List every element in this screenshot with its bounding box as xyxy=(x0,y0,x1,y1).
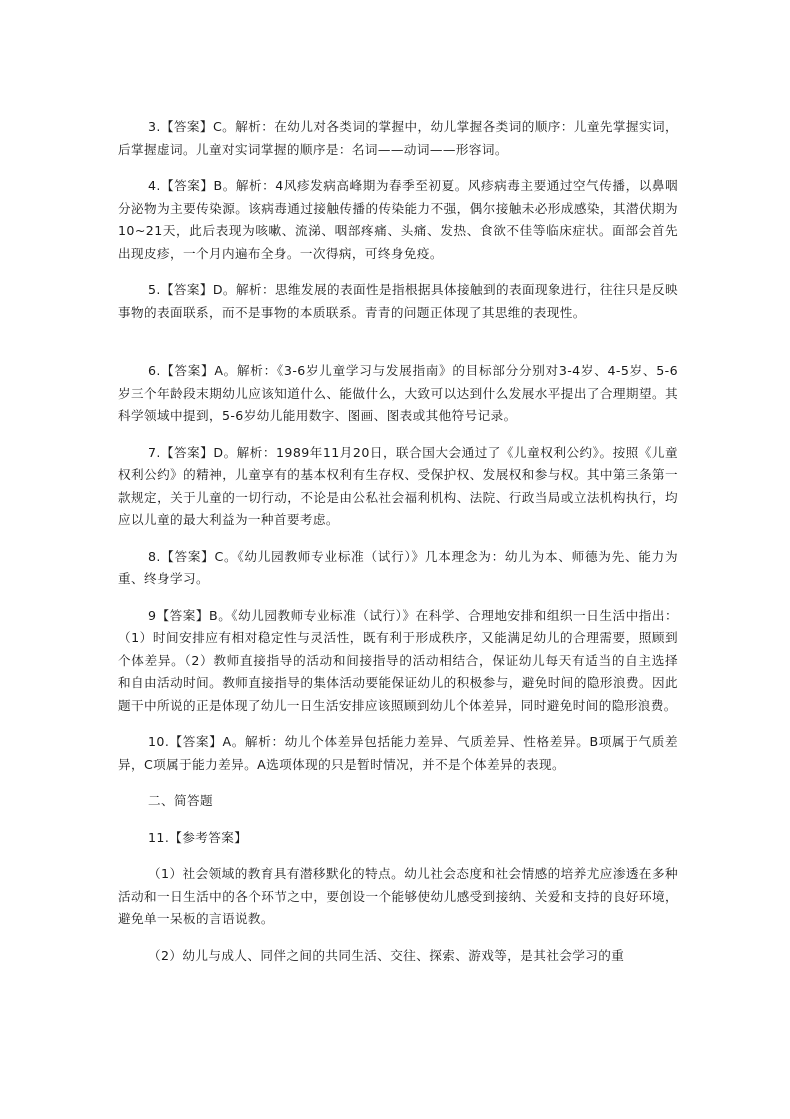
answer-paragraph-6: 6.【答案】A。解析：《3-6岁儿童学习与发展指南》的目标部分分别对3-4岁、4-5岁、5-6岁三个年龄段末期幼儿应该知道什么、能做什么，大致可以达到什么发展水平提出了合理期望。其科学领域中提到，5-6岁幼儿能用数字、图画、图表或其他符号记录。 xyxy=(118,363,678,423)
section-heading: 二、简答题 xyxy=(148,793,213,808)
document-body xyxy=(118,116,678,967)
answer-paragraph-9: 9【答案】B。《幼儿园教师专业标准（试行）》在科学、合理地安排和组织一日生活中指出：（1）时间安排应有相对稳定性与灵活性，既有利于形成秩序，又能满足幼儿的合理需要，照顾到个体差异。（2）教师直接指导的活动和间接指导的活动相结合，保证幼儿每天有适当的自主选择和自由活动时间。教师直接指导的集体活动要能保证幼儿的积极参与，避免时间的隐形浪费。因此题干中所说的正是体现了幼儿一日生活安排应该照顾到幼儿个体差异，同时避免时间的隐形浪费。 xyxy=(118,607,678,713)
answer-heading-11: 11.【参考答案】 xyxy=(148,829,248,845)
answer-paragraph-4: 4.【答案】B。解析：4风疹发病高峰期为春季至初夏。风疹病毒主要通过空气传播，以鼻咽分泌物为主要传染源。该病毒通过接触传播的传染能力不强，偶尔接触未必形成感染，其潜伏期为10~21天，此后表现为咳嗽、流涕、咽部疼痛、头痛、发热、食欲不佳等临床症状。面部会首先出现皮疹，一个月内遍布全身。一次得病，可终身免疫。 xyxy=(118,178,678,261)
answer-paragraph-11-2: （2）幼儿与成人、同伴之间的共同生活、交往、探索、游戏等，是其社会学习的重 xyxy=(148,947,625,963)
answer-paragraph-7: 7.【答案】D。解析：1989年11月20日，联合国大会通过了《儿童权利公约》。按照《儿童权利公约》的精神，儿童享有的基本权利有生存权、受保护权、发展权和参与权。其中第三条第一款规定，关于儿童的一切行动，不论是由公私社会福利机构、法院、行政当局或立法机构执行，均应以儿童的最大利益为一种首要考虑。 xyxy=(118,444,678,527)
answer-paragraph-11-1: （1）社会领域的教育具有潜移默化的特点。幼儿社会态度和社会情感的培养尤应渗透在多种活动和一日生活中的各个环节之中，要创设一个能够使幼儿感受到接纳、关爱和支持的良好环境，避免单一呆板的言语说教。 xyxy=(118,866,678,926)
answer-paragraph-5: 5.【答案】D。解析：思维发展的表面性是指根据具体接触到的表面现象进行，往往只是反映事物的表面联系，而不是事物的本质联系。青青的问题正体现了其思维的表现性。 xyxy=(118,282,678,320)
answer-paragraph-8: 8.【答案】C。《幼儿园教师专业标准（试行）》几本理念为：幼儿为本、师德为先、能力为重、终身学习。 xyxy=(118,548,678,586)
answer-paragraph-10: 10.【答案】A。解析：幼儿个体差异包括能力差异、气质差异、性格差异。B项属于气质差异，C项属于能力差异。A选项体现的只是暂时情况，并不是个体差异的表现。 xyxy=(118,734,678,772)
answer-paragraph-3: 3.【答案】C。解析：在幼儿对各类词的掌握中，幼儿掌握各类词的顺序：儿童先掌握实词，后掌握虚词。儿童对实词掌握的顺序是：名词——动词——形容词。 xyxy=(118,119,678,157)
